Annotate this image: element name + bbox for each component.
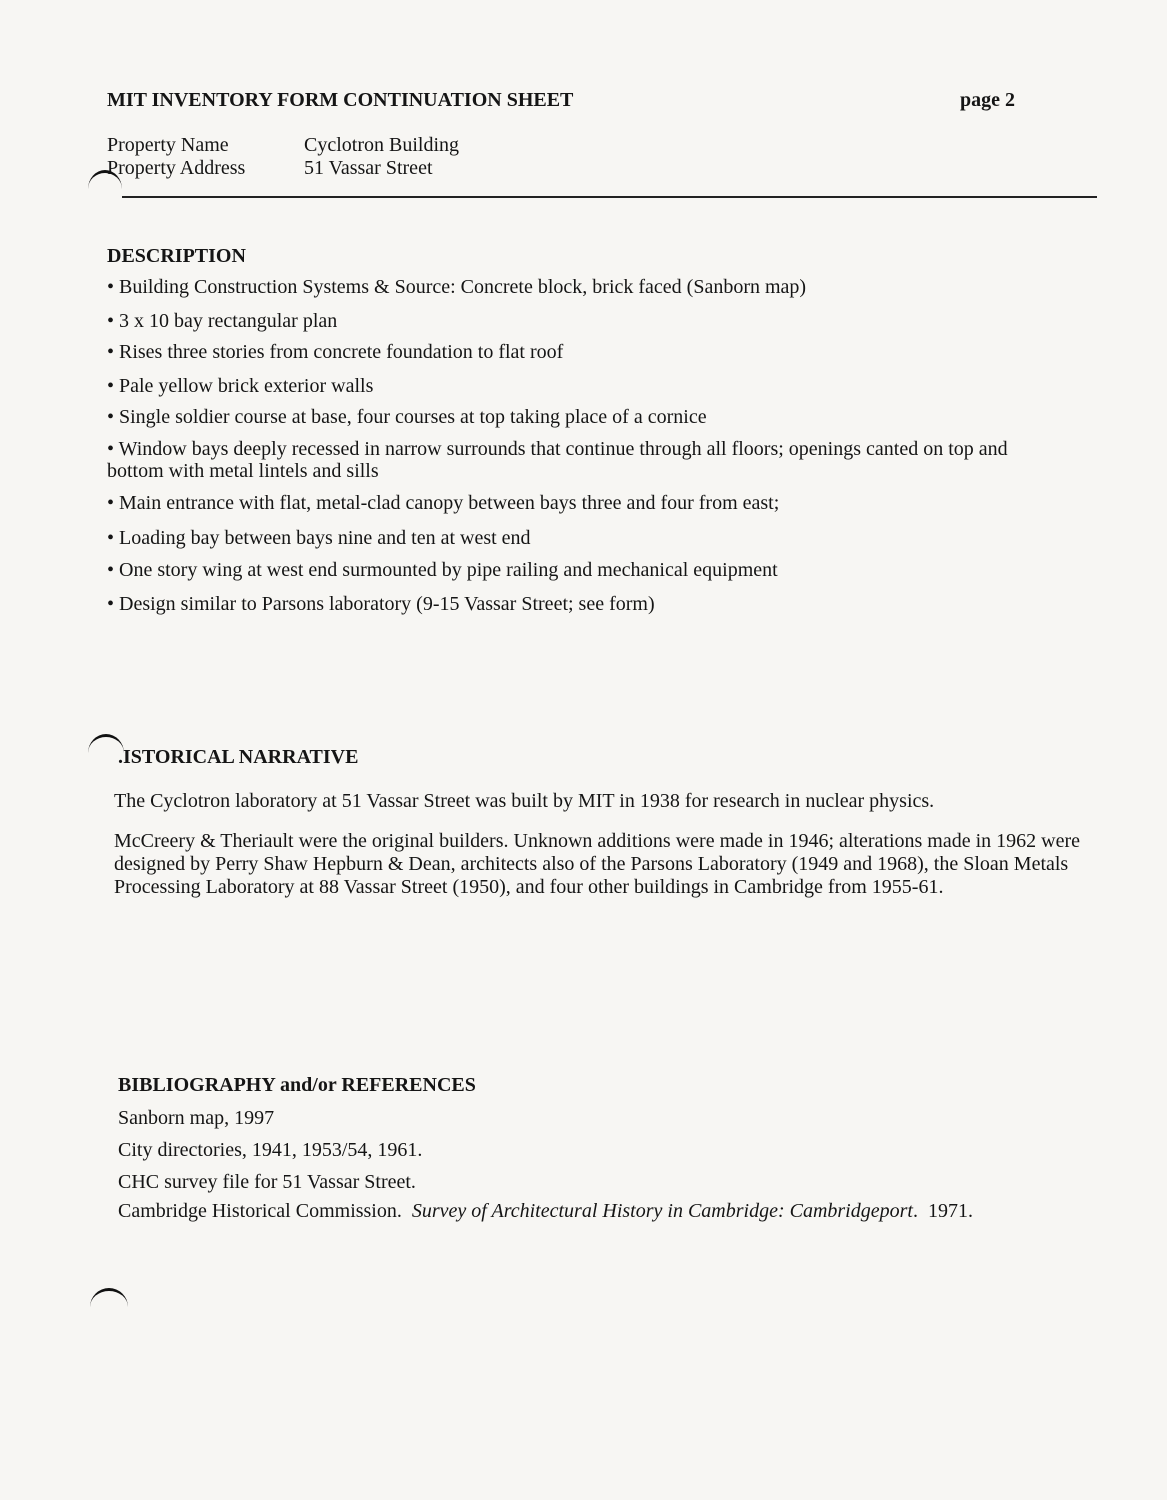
- narrative-paragraph: McCreery & Theriault were the original builders. Unknown additions were made in 1946; alterations made in 1962 were designed by Perry Shaw Hepburn & Dean, architects also of the Parsons Laboratory (1949 and 1968), the Sloan Metals Processing Laboratory at 88 Vassar Street (1950), and four other buildings in Cambridge from 1955-61.: [114, 830, 1081, 898]
- publication-title: Survey of Architectural History in Cambridge: Cambridgeport: [411, 1200, 913, 1222]
- description-item: • One story wing at west end surmounted by pipe railing and mechanical equipment: [107, 559, 778, 581]
- description-item: • Main entrance with flat, metal-clad canopy between bays three and four from east;: [107, 492, 780, 514]
- description-item: • Loading bay between bays nine and ten at west end: [107, 527, 531, 549]
- property-name-value: Cyclotron Building: [304, 134, 459, 156]
- bibliography-item: City directories, 1941, 1953/54, 1961.: [118, 1139, 423, 1161]
- description-heading: DESCRIPTION: [107, 245, 246, 267]
- header-divider: [122, 196, 1097, 198]
- description-item: • 3 x 10 bay rectangular plan: [107, 310, 338, 332]
- narrative-paragraph: The Cyclotron laboratory at 51 Vassar Street was built by MIT in 1938 for research in nuclear physics.: [114, 790, 935, 812]
- bibliography-item: Cambridge Historical Commission. Survey of Architectural History in Cambridge: Cambridgeport. 1971.: [118, 1200, 973, 1222]
- description-item: • Design similar to Parsons laboratory (9-15 Vassar Street; see form): [107, 593, 655, 615]
- description-item: • Window bays deeply recessed in narrow surrounds that continue through all floors; openings canted on top and bottom with metal lintels and sills: [107, 438, 1008, 482]
- bibliography-item: Sanborn map, 1997: [118, 1107, 275, 1129]
- bibliography-heading: BIBLIOGRAPHY and/or REFERENCES: [118, 1074, 476, 1096]
- narrative-heading: .ISTORICAL NARRATIVE: [118, 746, 359, 768]
- form-title: MIT INVENTORY FORM CONTINUATION SHEET: [107, 89, 574, 111]
- property-name-label: Property Name: [107, 134, 229, 156]
- punch-hole-mark: [90, 1288, 128, 1307]
- property-address-value: 51 Vassar Street: [304, 157, 433, 179]
- description-item: • Single soldier course at base, four courses at top taking place of a cornice: [107, 406, 707, 428]
- description-item: • Building Construction Systems & Source: Concrete block, brick faced (Sanborn map): [107, 276, 807, 298]
- description-item: • Rises three stories from concrete foundation to flat roof: [107, 341, 564, 363]
- description-item: • Pale yellow brick exterior walls: [107, 375, 374, 397]
- page-number: page 2: [960, 89, 1015, 111]
- property-address-label: Property Address: [107, 157, 246, 179]
- bibliography-item: CHC survey file for 51 Vassar Street.: [118, 1171, 416, 1193]
